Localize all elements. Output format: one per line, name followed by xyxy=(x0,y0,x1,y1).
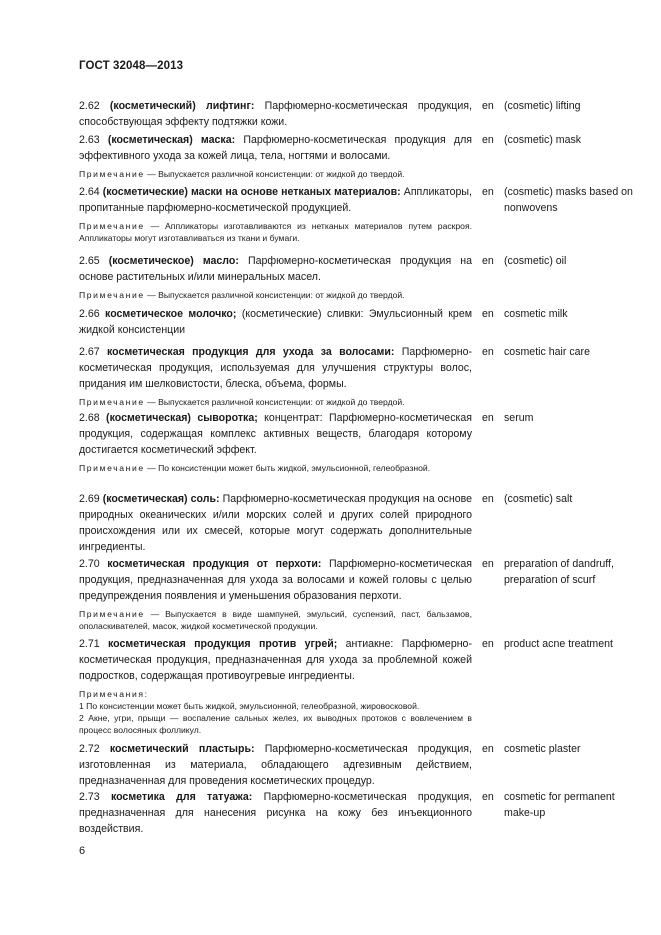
term-entry-2-66 xyxy=(79,306,633,338)
term-text: 2.70 косметическая продукция от перхоти: Парфюмерно-косметическая продукция, предназначенная для ухода за волосами и кожей головы с целью предупреждения появления и уменьшения образования перхоти. xyxy=(79,558,472,602)
lang-code: en xyxy=(482,412,494,424)
english-equivalent: (cosmetic) oil xyxy=(504,255,567,267)
term-text: 2.66 косметическое молочко; (косметические) сливки: Эмульсионный крем жидкой консистенции xyxy=(79,308,472,336)
english-equivalent: (cosmetic) mask xyxy=(504,134,582,146)
note: Примечания: 1 По консистенции может быть жидкой, эмульсионной, гелеобразной, жировосковой. 2 Акне, угри, прыщи — воспаление сальных желез, их выводных протоков с вовлечением в процесс волосяных фолликул. xyxy=(79,689,472,735)
lang-code: en xyxy=(482,308,494,320)
term-text: 2.65 (косметическое) масло: Парфюмерно-косметическая продукция на основе растительных и/или минеральных масел. xyxy=(79,255,472,283)
lang-code: en xyxy=(482,346,494,358)
lang-code: en xyxy=(482,255,494,267)
note: Примечание — Выпускается различной консистенции: от жидкой до твердой. xyxy=(79,397,405,407)
term-entry-2-70 xyxy=(79,556,633,632)
lang-code: en xyxy=(482,791,494,803)
term-entry-2-68 xyxy=(79,410,633,474)
term-text: 2.71 косметическая продукция против угрей; антиакне: Парфюмерно-косметическая продукция, предназначенная для ухода за проблемной кожей подростков, содержащая противоугревые ингредиенты. xyxy=(79,638,472,682)
english-equivalent: serum xyxy=(504,412,534,424)
english-equivalent: product acne treatment xyxy=(504,638,613,650)
term-text: 2.64 (косметические) маски на основе нетканых материалов: Аппликаторы, пропитанные парфюмерно-косметической продукцией. xyxy=(79,186,472,214)
term-entry-2-69 xyxy=(79,491,633,555)
note-item: 2 Акне, угри, прыщи — воспаление сальных желез, их выводных протоков с вовлечением в процесс волосяных фолликул. xyxy=(79,713,472,735)
note: Примечание — Выпускается в виде шампуней, эмульсий, суспензий, паст, бальзамов, ополаскивателей, масок, жидкой косметической продукции. xyxy=(79,609,472,631)
note: Примечание — По консистенции может быть жидкой, эмульсионной, гелеобразной. xyxy=(79,463,431,473)
lang-code: en xyxy=(482,134,494,146)
term-entry-2-71 xyxy=(79,636,633,736)
term-entry-2-72 xyxy=(79,741,633,789)
term-text: 2.73 косметика для татуажа: Парфюмерно-косметическая продукция, предназначенная для нанесения рисунка на кожу без инъекционного воздействия. xyxy=(79,791,472,835)
lang-code: en xyxy=(482,493,494,505)
term-entry-2-64 xyxy=(79,184,633,244)
term-text: 2.68 (косметическая) сыворотка; концентрат: Парфюмерно-косметическая продукция, содержащая комплекс активных веществ, благодаря которому достигается косметический эффект. xyxy=(79,412,472,456)
lang-code: en xyxy=(482,186,494,198)
term-entry-2-65 xyxy=(79,253,633,301)
note-item: 1 По консистенции может быть жидкой, эмульсионной, гелеобразной, жировосковой. xyxy=(79,701,420,711)
english-equivalent: cosmetic plaster xyxy=(504,743,581,755)
english-equivalent: cosmetic milk xyxy=(504,308,568,320)
english-equivalent: (cosmetic) salt xyxy=(504,493,573,505)
document-header: ГОСТ 32048—2013 xyxy=(79,60,184,72)
english-equivalent: (cosmetic) lifting xyxy=(504,100,581,112)
term-entry-2-67 xyxy=(79,344,633,408)
note: Примечание — Аппликаторы изготавливаются из нетканых материалов путем раскроя. Аппликаторы могут изготавливаться из ткани и бумаги. xyxy=(79,221,473,243)
term-entry-2-62 xyxy=(79,98,633,130)
lang-code: en xyxy=(482,100,494,112)
english-equivalent: (cosmetic) masks based on nonwovens xyxy=(504,186,633,214)
english-equivalent: preparation of dandruff, preparation of scurf xyxy=(504,558,614,586)
page-number: 6 xyxy=(79,845,86,857)
term-text: 2.62 (косметический) лифтинг: Парфюмерно-косметическая продукция, способствующая эффекту подтяжки кожи. xyxy=(79,100,472,128)
note: Примечание — Выпускается различной консистенции: от жидкой до твердой. xyxy=(79,169,405,179)
english-equivalent: cosmetic hair care xyxy=(504,346,590,358)
term-text: 2.67 косметическая продукция для ухода за волосами: Парфюмерно-косметическая продукция, используемая для улучшения структуры волос, придания им шелковистости, блеска, объема, формы. xyxy=(79,346,472,390)
lang-code: en xyxy=(482,558,494,570)
term-text: 2.69 (косметическая) соль: Парфюмерно-косметическая продукция на основе природных океанических и/или морских солей и других солей природного происхождения или их смесей, которые могут содержать дополнительные ингредиенты. xyxy=(79,493,472,553)
term-entry-2-73 xyxy=(79,789,633,837)
lang-code: en xyxy=(482,638,494,650)
note: Примечание — Выпускается различной консистенции: от жидкой до твердой. xyxy=(79,290,405,300)
english-equivalent: cosmetic for permanent make-up xyxy=(504,791,615,819)
lang-code: en xyxy=(482,743,494,755)
term-text: 2.63 (косметическая) маска: Парфюмерно-косметическая продукция для эффективного ухода за кожей лица, тела, ногтями и волосами. xyxy=(79,134,472,162)
term-entry-2-63 xyxy=(79,132,633,180)
term-text: 2.72 косметический пластырь: Парфюмерно-косметическая продукция, изготовленная из материала, обладающего адгезивным действием, предназначенная для проведения косметических процедур. xyxy=(79,743,472,787)
